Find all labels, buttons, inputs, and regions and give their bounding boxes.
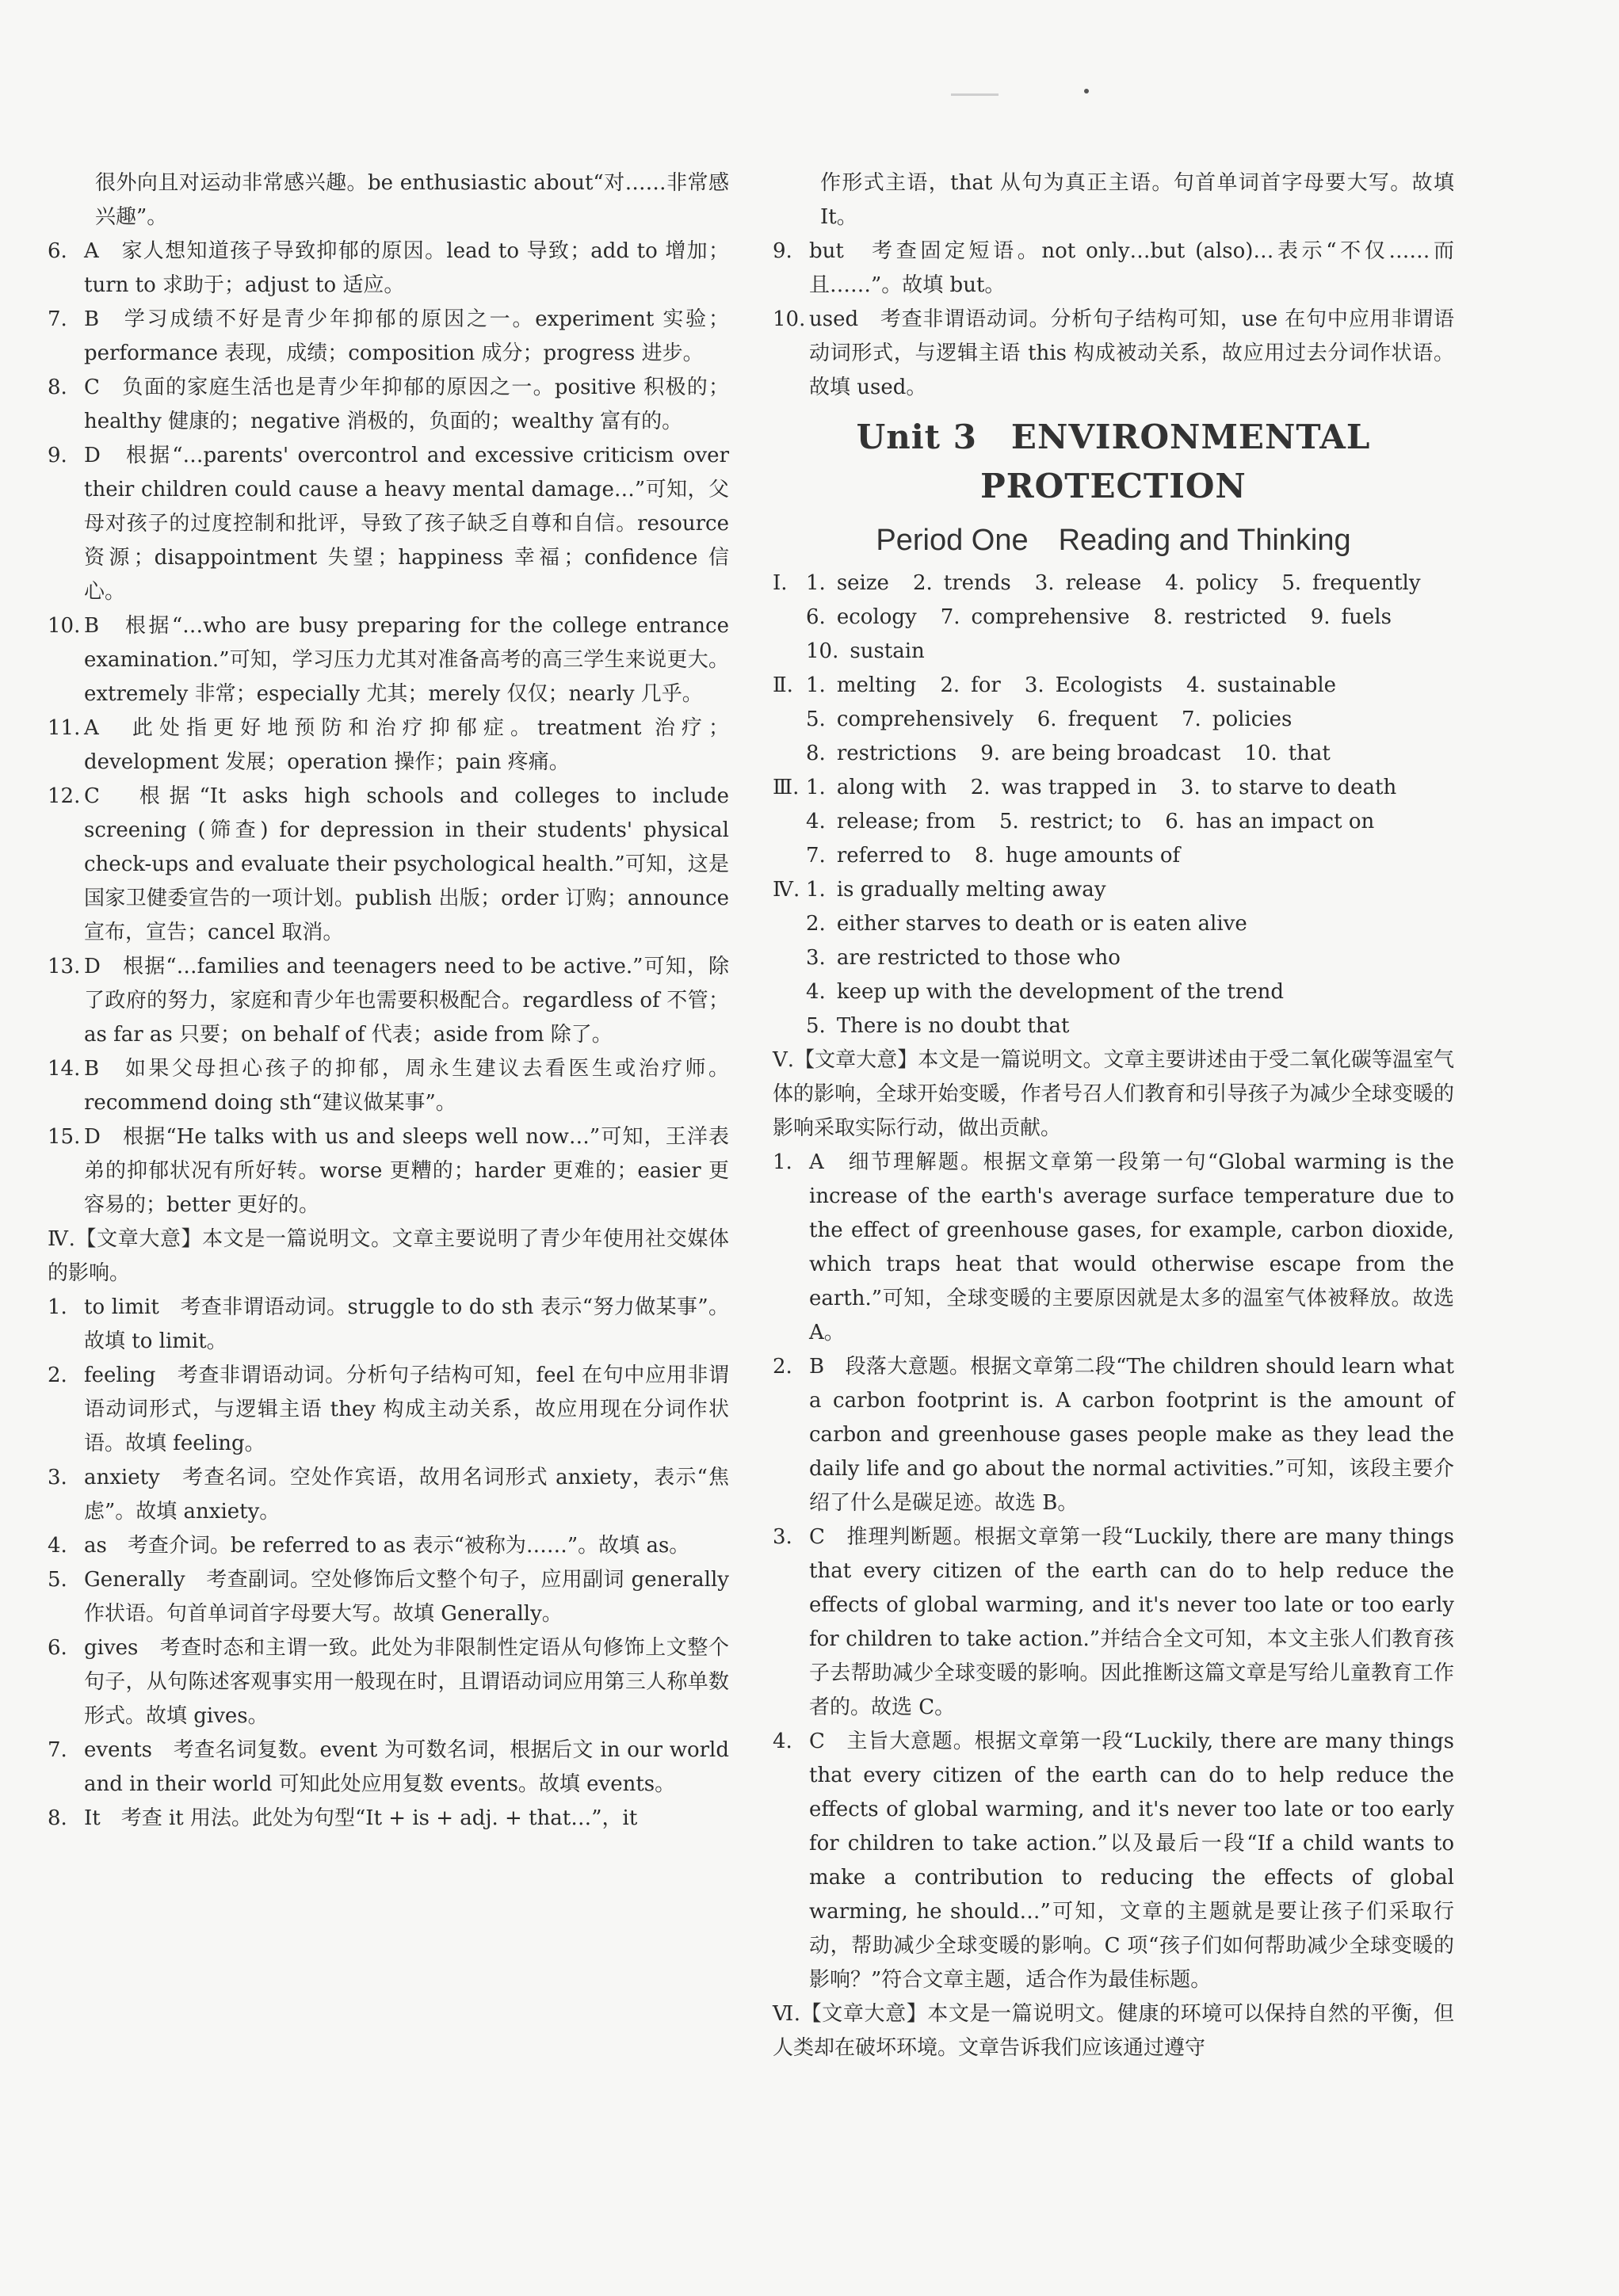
- answer-entry: 12. C 根据“It asks high schools and colleges to include screening (筛查) for depression in their students' physical check-ups and evaluate their psychological health.”可知，这是国家卫健委宣告的一项计划。publish 出版；order 订购；announce 宣布，宣告；cancel 取消。: [48, 784, 729, 944]
- answer-entry: 2. feeling 考查非谓语动词。分析句子结构可知，feel 在句中应用非谓语动词形式，与逻辑主语 they 构成主动关系，故应用现在分词作状语。故填 feeling。: [48, 1363, 729, 1455]
- answer-entry: 2. B 段落大意题。根据文章第二段“The children should learn what a carbon footprint is. A carbon footprint is the amount of carbon and greenhouse gases people make as they lead the daily life and go about the normal activities.”可知，该段主要介绍了什么是碳足迹。故选 B。: [773, 1355, 1454, 1515]
- answer-entry: 8. C 负面的家庭生活也是青少年抑郁的原因之一。positive 积极的；healthy 健康的；negative 消极的，负面的；wealthy 富有的。: [48, 376, 729, 433]
- section-6-summary: Ⅵ.【文章大意】本文是一篇说明文。健康的环境可以保持自然的平衡，但人类却在破坏环境。文章告诉我们应该通过遵守: [773, 2002, 1454, 2060]
- answers-c: [773, 235, 1454, 405]
- answer-entry: 3. anxiety 考查名词。空处作宾语，故用名词形式 anxiety，表示“焦虑”。故填 anxiety。: [48, 1466, 729, 1524]
- answer-entry: 6. gives 考查时态和主谓一致。此处为非限制性定语从句修饰上文整个句子，从句陈述客观事实用一般现在时，且谓语动词应用第三人称单数形式。故填 gives。: [48, 1636, 729, 1728]
- answer-entry: 3. C 推理判断题。根据文章第一段“Luckily, there are many things that every citizen of the earth can do to help reduce the effects of global warming, and it's never too late or too early for children to take action.”并结合全文可知，本文主张人们教育孩子去帮助减少全球变暖的影响。因此推断这篇文章是写给儿童教育工作者的。故选 C。: [773, 1525, 1454, 1719]
- exercise-row: Ⅰ. 1. seize 2. trends 3. release 4. policy 5. frequently 6. ecology 7. comprehensive 8. restricted 9. fuels 10. sustain: [773, 571, 1421, 663]
- answer-entry: 1. to limit 考查非谓语动词。struggle to do sth 表示“努力做某事”。故填 to limit。: [48, 1295, 729, 1353]
- section-5-summary: Ⅴ.【文章大意】本文是一篇说明文。文章主要讲述由于受二氧化碳等温室气体的影响，全球开始变暖，作者号召人们教育和引导孩子为减少全球变暖的影响采取实际行动，做出贡献。: [773, 1048, 1454, 1140]
- section-4-summary: Ⅳ.【文章大意】本文是一篇说明文。文章主要说明了青少年使用社交媒体的影响。: [48, 1227, 729, 1285]
- exercise-row: Ⅳ. 1. is gradually melting away 2. either starves to death or is eaten alive 3. are restricted to those who 4. keep up with the development of the trend 5. There is no doubt that: [773, 878, 1285, 1038]
- answers-b: [48, 1291, 729, 1836]
- answer-entry: 10. B 根据“…who are busy preparing for the college entrance examination.”可知，学习压力尤其对准备高考的高三学生来说更大。extremely 非常；especially 尤其；merely 仅仅；nearly 几乎。: [48, 614, 729, 706]
- answer-entry: 13. D 根据“…families and teenagers need to be active.”可知，除了政府的努力，家庭和青少年也需要积极配合。regardless of 不管；as far as 只要；on behalf of 代表；aside from 除了。: [48, 955, 729, 1047]
- answers-d: [773, 1146, 1454, 1997]
- answer-entry: 4. C 主旨大意题。根据文章第一段“Luckily, there are many things that every citizen of the earth can do to help reduce the effects of global warming, and it's never too late or too early for children to take action.”以及最后一段“If a child wants to make a contribution to reducing the effects of global warming, he should…”可知，文章的主题就是要让孩子们采取行动，帮助减少全球变暖的影响。C 项“孩子们如何帮助减少全球变暖的影响？”符合文章主题，适合作为最佳标题。: [773, 1730, 1454, 1992]
- header-dot: [1084, 89, 1089, 93]
- answers-a: [48, 235, 729, 1222]
- answer-entry: 5. Generally 考查副词。空处修饰后文整个句子，应用副词 generally 作状语。句首单词首字母要大写。故填 Generally。: [48, 1568, 729, 1626]
- answer-entry: 4. as 考查介词。be referred to as 表示“被称为……”。故填 as。: [48, 1534, 690, 1558]
- answer-entry: 15. D 根据“He talks with us and sleeps well now…”可知，王洋表弟的抑郁状况有所好转。worse 更糟的；harder 更难的；easier 更容易的；better 更好的。: [48, 1125, 729, 1217]
- header-mark: [951, 93, 999, 96]
- answer-entry: 6. A 家人想知道孩子导致抑郁的原因。lead to 导致；add to 增加；turn to 求助于；adjust to 适应。: [48, 239, 729, 297]
- answer-entry: 14. B 如果父母担心孩子的抑郁，周永生建议去看医生或治疗师。recommend doing sth“建议做某事”。: [48, 1057, 729, 1115]
- answer-entry: 1. A 细节理解题。根据文章第一段第一句“Global warming is the increase of the earth's average surface temperature due to the effect of greenhouse gases, for example, carbon dioxide, which traps heat that would otherwise escape from the earth.”可知，全球变暖的主要原因就是太多的温室气体被释放。故选 A。: [773, 1150, 1454, 1344]
- answer-entry: 10. used 考查非谓语动词。分析句子结构可知，use 在句中应用非谓语动词形式，与逻辑主语 this 构成被动关系，故应用过去分词作状语。故填 used。: [773, 307, 1454, 399]
- answer-entry: 7. B 学习成绩不好是青少年抑郁的原因之一。experiment 实验；performance 表现，成绩；composition 成分；progress 进步。: [48, 307, 729, 365]
- left-column: [48, 166, 729, 1836]
- exercise-row: Ⅱ. 1. melting 2. for 3. Ecologists 4. sustainable 5. comprehensively 6. frequent 7. policies 8. restrictions 9. are being broadcast 10. that: [773, 673, 1337, 765]
- left-intro: 很外向且对运动非常感兴趣。be enthusiastic about“对……非常感兴趣”。: [95, 171, 729, 229]
- exercise-row: Ⅲ. 1. along with 2. was trapped in 3. to starve to death 4. release; from 5. restrict; to 6. has an impact on 7. referred to 8. huge amounts of: [773, 776, 1397, 868]
- answer-entry: 7. events 考查名词复数。event 为可数名词，根据后文 in our world and in their world 可知此处应用复数 events。故填 events。: [48, 1738, 729, 1796]
- right-continuation: 作形式主语，that 从句为真正主语。句首单词首字母要大写。故填 It。: [820, 171, 1454, 229]
- exercise-answers: [773, 566, 1454, 1043]
- answer-entry: 11. A 此处指更好地预防和治疗抑郁症。treatment 治疗；development 发展；operation 操作；pain 疼痛。: [48, 716, 729, 774]
- answer-entry: 8. It 考查 it 用法。此处为句型“It + is + adj. + that…”，it: [48, 1806, 638, 1830]
- answer-entry: 9. D 根据“…parents' overcontrol and excessive criticism over their children could cause a heavy mental damage…”可知，父母对孩子的过度控制和批评，导致了孩子缺乏自尊和自信。resource 资源；disappointment 失望；happiness 幸福；confidence 信心。: [48, 444, 729, 604]
- right-column: [773, 166, 1454, 2065]
- unit-title: Unit 3 ENVIRONMENTAL PROTECTION: [856, 418, 1371, 505]
- answer-entry: 9. but 考查固定短语。not only…but (also)…表示“不仅……而且……”。故填 but。: [773, 239, 1454, 297]
- period-title: Period One Reading and Thinking: [876, 524, 1351, 557]
